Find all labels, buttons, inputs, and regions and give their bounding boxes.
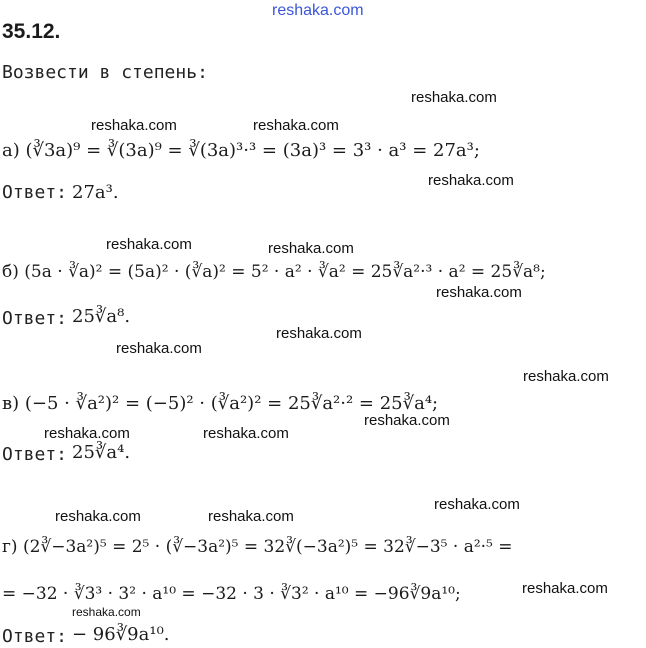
watermark-top: reshaka.com bbox=[272, 2, 364, 19]
watermark: reshaka.com bbox=[268, 240, 354, 257]
equation-part-v: в) (−5 · ∛a²)² = (−5)² · (∛a²)² = 25∛a²·² = 25∛a⁴; bbox=[2, 393, 439, 414]
watermark: reshaka.com bbox=[276, 325, 362, 342]
watermark: reshaka.com bbox=[522, 580, 608, 597]
watermark: reshaka.com bbox=[253, 117, 339, 134]
answer-value-part-g: − 96∛9a¹⁰. bbox=[72, 624, 170, 645]
watermark: reshaka.com bbox=[436, 284, 522, 301]
watermark: reshaka.com bbox=[203, 425, 289, 442]
equation-part-g-continuation: = −32 · ∛3³ · 3² · a¹⁰ = −32 · 3 · ∛3² · a¹⁰ = −96∛9a¹⁰; bbox=[2, 584, 461, 604]
watermark: reshaka.com bbox=[72, 605, 141, 619]
watermark: reshaka.com bbox=[208, 508, 294, 525]
answer-label-part-v: Ответ: bbox=[2, 444, 68, 465]
watermark: reshaka.com bbox=[411, 89, 497, 106]
answer-value-part-v: 25∛a⁴. bbox=[72, 442, 131, 463]
task-statement: Возвести в степень: bbox=[2, 62, 208, 83]
answer-value-part-b: 25∛a⁸. bbox=[72, 306, 131, 327]
watermark: reshaka.com bbox=[428, 172, 514, 189]
equation-part-b: б) (5a · ∛a)² = (5a)² · (∛a)² = 5² · a² · ∛a² = 25∛a²·³ · a² = 25∛a⁸; bbox=[2, 262, 546, 282]
equation-part-a: а) (∛3a)⁹ = ∛(3a)⁹ = ∛(3a)³·³ = (3a)³ = 3³ · a³ = 27a³; bbox=[2, 140, 480, 161]
watermark: reshaka.com bbox=[44, 425, 130, 442]
answer-value-part-a: 27a³. bbox=[72, 182, 119, 203]
answer-label-part-a: Ответ: bbox=[2, 182, 68, 203]
watermark: reshaka.com bbox=[55, 508, 141, 525]
watermark: reshaka.com bbox=[116, 340, 202, 357]
watermark: reshaka.com bbox=[523, 368, 609, 385]
answer-label-part-b: Ответ: bbox=[2, 308, 68, 329]
watermark: reshaka.com bbox=[106, 236, 192, 253]
equation-part-g: г) (2∛−3a²)⁵ = 2⁵ · (∛−3a²)⁵ = 32∛(−3a²)⁵ = 32∛−3⁵ · a²·⁵ = bbox=[2, 537, 513, 557]
watermark: reshaka.com bbox=[434, 496, 520, 513]
watermark: reshaka.com bbox=[91, 117, 177, 134]
problem-number: 35.12. bbox=[2, 20, 61, 43]
answer-label-part-g: Ответ: bbox=[2, 626, 68, 647]
watermark: reshaka.com bbox=[364, 412, 450, 429]
